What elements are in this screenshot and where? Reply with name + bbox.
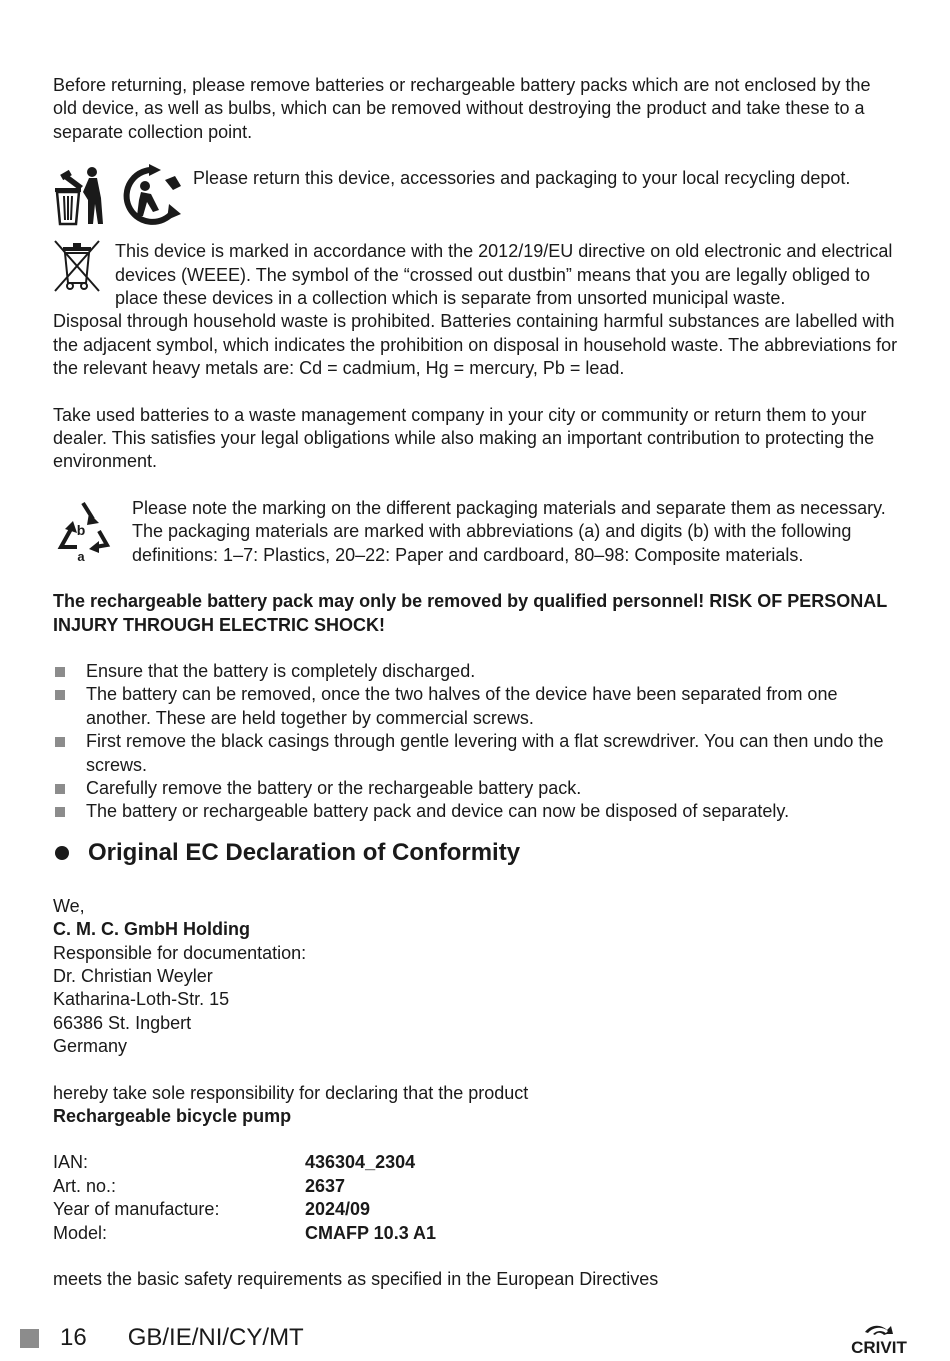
intro-paragraph: Before returning, please remove batteries or rechargeable battery packs which are not enclosed by the old device, as well as bulbs, which can be removed without destroying the product and take these to a separate collection point. <box>53 75 871 142</box>
section-heading <box>53 838 898 868</box>
list-item: Ensure that the battery is completely discharged. <box>53 660 898 683</box>
street: Katharina-Loth-Str. 15 <box>53 989 230 1010</box>
bullet-dot-icon <box>55 846 69 860</box>
company-name: C. M. C. GmbH Holding <box>53 919 250 940</box>
table-row <box>53 1175 436 1198</box>
crivit-logo <box>843 1320 915 1356</box>
spec-value: 436304_2304 <box>305 1152 416 1173</box>
spec-table <box>53 1151 436 1245</box>
product-statement <box>53 1082 898 1129</box>
language-codes: GB/IE/NI/CY/MT <box>127 1324 304 1352</box>
closing-text: meets the basic safety requirements as specified in the European Directives <box>53 1269 659 1290</box>
product-name: Rechargeable bicycle pump <box>53 1106 292 1126</box>
table-row <box>53 1151 436 1174</box>
list-item: The battery can be removed, once the two halves of the device have been separated from one another. These are held together by commercial screws. <box>53 683 898 730</box>
recycle-code-b: b <box>76 521 86 538</box>
warning-text: The rechargeable battery pack may only be removed by qualified personnel! RISK OF PERSONAL INJURY THROUGH ELECTRIC SHOCK! <box>53 591 887 635</box>
footer-square-icon <box>20 1329 39 1348</box>
statement-text: hereby take sole responsibility for declaring that the product <box>53 1082 529 1103</box>
city: 66386 St. Ingbert <box>53 1012 192 1033</box>
person-name: Dr. Christian Weyler <box>53 965 213 986</box>
weee-paragraph-indented: This device is marked in accordance with the 2012/19/EU directive on old electronic and electrical devices (WEEE). The symbol of the “crossed out dustbin” means that you are legally obliged to place these devices in a collection which is separate from unsorted municipal waste. <box>115 241 893 309</box>
spec-label: IAN: <box>53 1152 89 1173</box>
packaging-note: Please note the marking on the different packaging materials and separate them as necessary. The packaging materials are marked with abbreviations (a) and digits (b) with the following definitions: 1–7: Plastics, 20–22: Paper and cardboard, 80–98: Composite materials. <box>132 497 886 565</box>
packaging-row <box>53 497 898 567</box>
tidyman-icon <box>53 164 109 228</box>
page-number: 16 <box>60 1324 87 1352</box>
recycle-note: Please return this device, accessories and packaging to your local recycling depot. <box>193 168 851 189</box>
spec-value: 2024/09 <box>305 1199 371 1220</box>
section-title: Original EC Declaration of Conformity <box>88 838 521 866</box>
spec-value: 2637 <box>305 1175 346 1196</box>
recycling-triangle-icon <box>53 499 115 565</box>
crossed-out-bin-icon <box>53 237 103 293</box>
we-text: We, <box>53 895 85 916</box>
instruction-list <box>53 660 898 824</box>
spec-label: Art. no.: <box>53 1175 117 1196</box>
table-row <box>53 1222 436 1245</box>
recycle-row <box>53 167 898 228</box>
page-content <box>53 74 898 1291</box>
recycle-code-a: a <box>77 548 85 564</box>
list-item: First remove the black casings through gentle levering with a flat screwdriver. You can then undo the screws. <box>53 730 898 777</box>
recycling-symbol-icon <box>115 160 187 226</box>
declaration-address <box>53 895 898 1059</box>
page-footer <box>20 1320 915 1356</box>
weee-block <box>53 240 898 310</box>
weee-paragraph-continued: Disposal through household waste is prohibited. Batteries containing harmful substances are labelled with the adjacent symbol, which indicates the prohibition on disposal in household waste. The abbreviations for the relevant heavy metals are: Cd = cadmium, Hg = mercury, Pb = lead. <box>53 311 898 379</box>
responsible-label: Responsible for documentation: <box>53 942 307 963</box>
list-item: Carefully remove the battery or the rechargeable battery pack. <box>53 777 898 800</box>
batteries-paragraph: Take used batteries to a waste management company in your city or community or return them to your dealer. This satisfies your legal obligations while also making an important contribution to protecting the environment. <box>53 404 875 472</box>
list-item: The battery or rechargeable battery pack and device can now be disposed of separately. <box>53 800 898 823</box>
brand-text: CRIVIT <box>851 1338 907 1356</box>
spec-label: Year of manufacture: <box>53 1199 220 1220</box>
table-row <box>53 1198 436 1221</box>
country: Germany <box>53 1036 128 1057</box>
spec-value: CMAFP 10.3 A1 <box>305 1222 437 1243</box>
spec-label: Model: <box>53 1222 108 1243</box>
